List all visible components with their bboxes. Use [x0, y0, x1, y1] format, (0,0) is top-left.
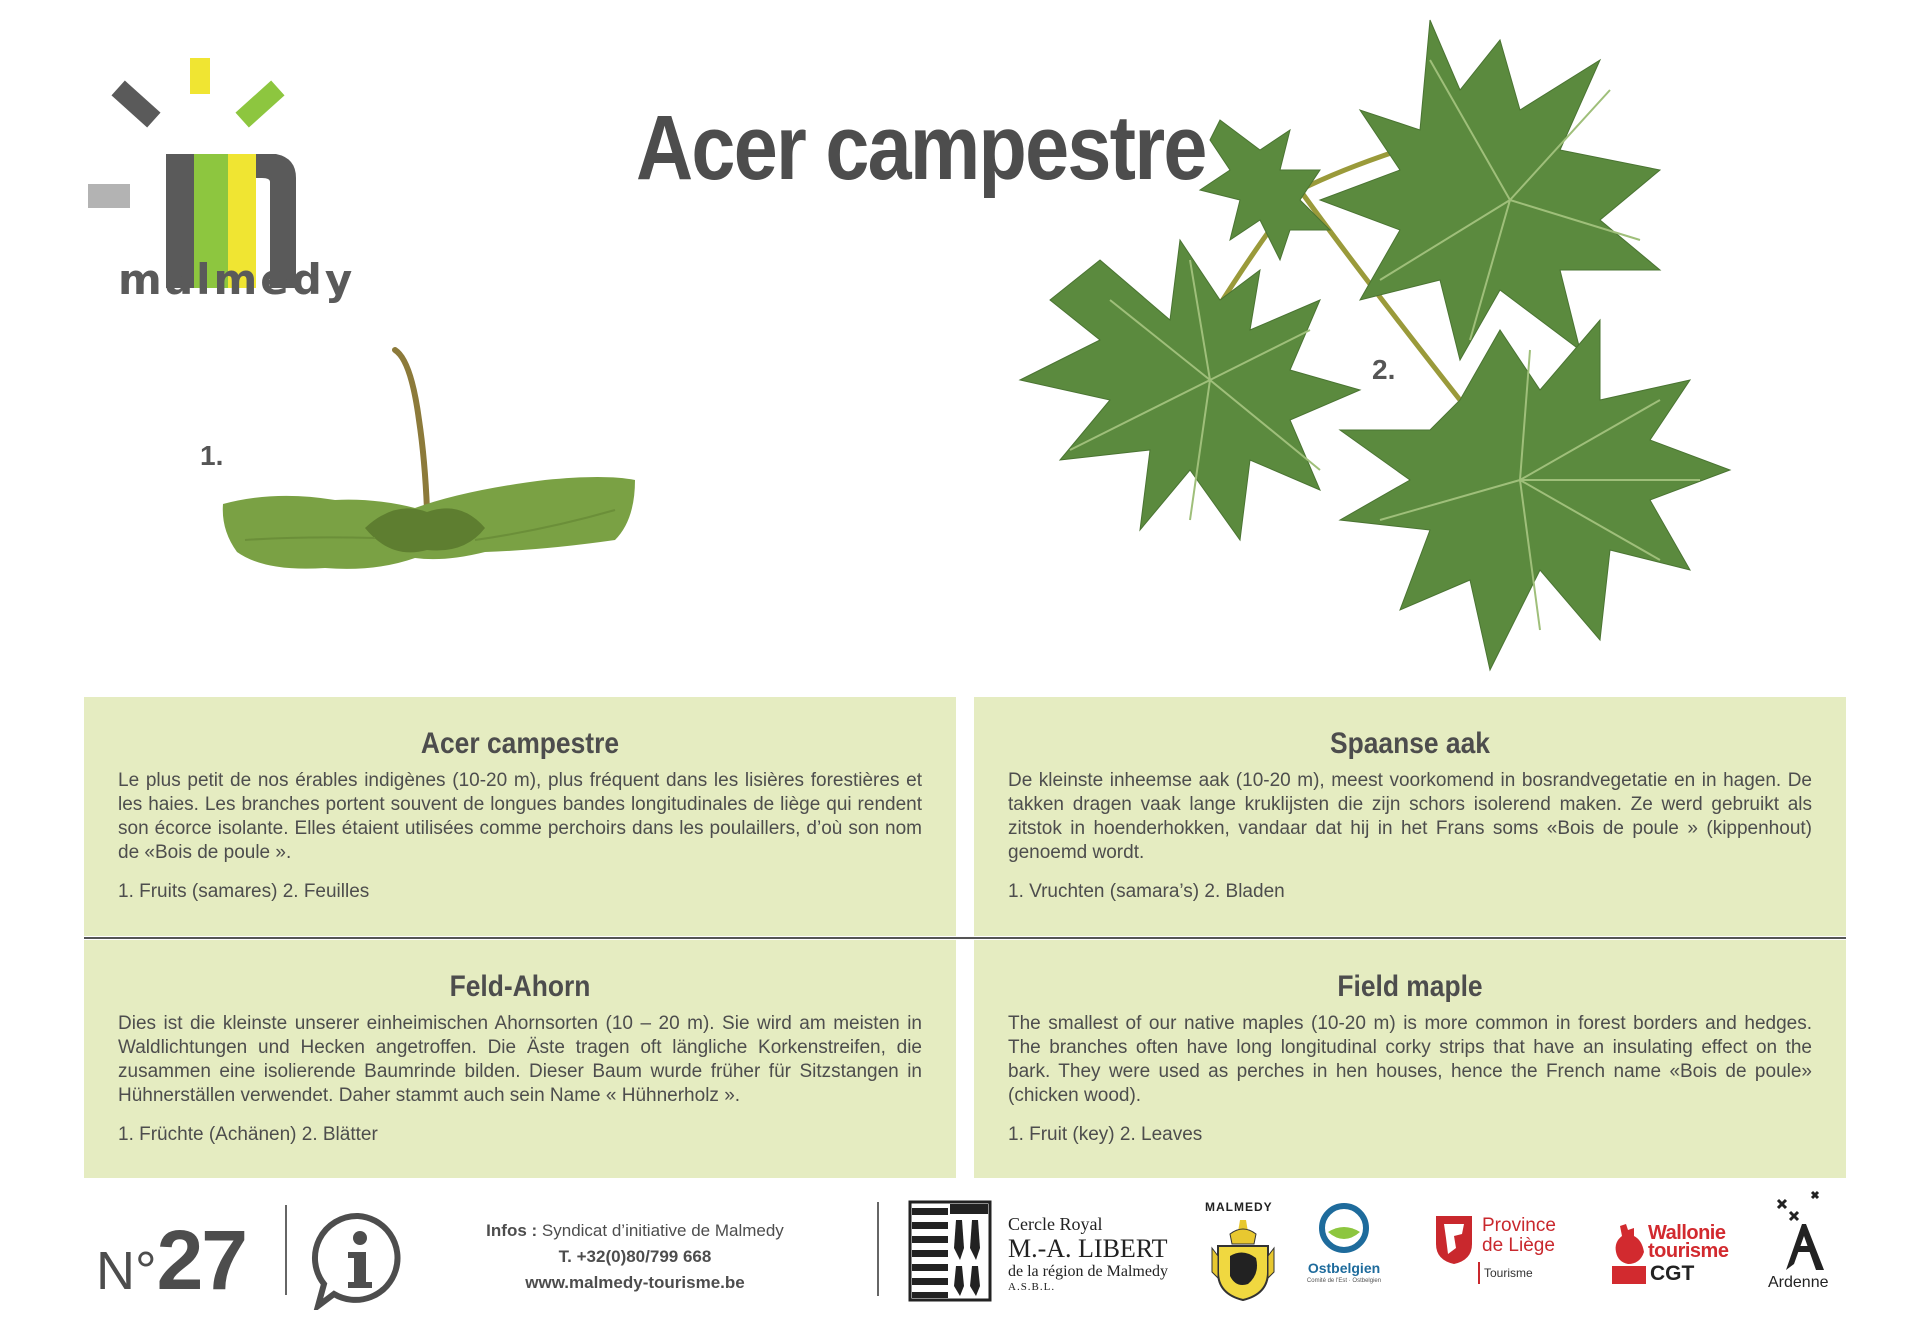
ostbelgien-label: Ostbelgien	[1307, 1260, 1381, 1276]
footer-divider	[285, 1205, 287, 1295]
panel-dutch	[974, 697, 1846, 936]
panel-legend: 1. Fruit (key) 2. Leaves	[1008, 1124, 1203, 1145]
ardenne-label: Ardenne	[1768, 1274, 1829, 1291]
panel-legend: 1. Vruchten (samara’s) 2. Bladen	[1008, 881, 1285, 902]
malmedy-wordmark: malmedy	[118, 255, 356, 304]
panel-heading: Acer campestre	[420, 727, 620, 760]
panel-legend: 1. Früchte (Achänen) 2. Blätter	[118, 1124, 378, 1145]
panel-english	[974, 940, 1846, 1178]
figure-label-2: 2.	[1372, 354, 1396, 385]
panel-heading: Feld-Ahorn	[449, 970, 591, 1003]
province-liege-icon	[1434, 1214, 1474, 1266]
website-link[interactable]: www.malmedy-tourisme.be	[525, 1273, 745, 1292]
maple-leaves-image	[960, 0, 1760, 690]
panel-french	[84, 697, 956, 936]
panel-german	[84, 940, 956, 1178]
samara-fruit-image	[215, 340, 645, 580]
cgt-label: CGT	[1650, 1262, 1695, 1285]
footer-divider	[877, 1202, 879, 1296]
malmedy-crest-label: MALMEDY	[1205, 1200, 1273, 1214]
panel-body: De kleinste inheemse aak (10-20 m), meest voorkomend in bosrandvegetatie en in hagen. De takken dragen vaak lange kruklijsten die zijn schors isolerend maken. Ze werd gebruikt als zitstok in hoenderhokken, vandaar dat hij in het Frans soms «Bois de poule » (kippenhout) genoemd wordt.	[1008, 770, 1812, 863]
libert-logo-text: Cercle Royal M.-A. LIBERT de la région de Malmedy A.S.B.L.	[1008, 1214, 1168, 1293]
panel-divider	[84, 937, 1846, 939]
malmedy-crest-logo	[1210, 1218, 1276, 1302]
libert-shield-logo	[908, 1200, 992, 1304]
province-sublabel: Tourisme	[1484, 1266, 1533, 1280]
wallonie-rooster-icon	[1612, 1222, 1646, 1266]
province-divider	[1478, 1262, 1480, 1284]
figure-label-1: 1.	[200, 440, 224, 471]
panel-body: Le plus petit de nos érables indigènes (10-20 m), plus fréquent dans les lisières forestières et les haies. Les branches portent souvent de longues bandes longitudinales de liège qui rendent son écorce isolante. Elles étaient utilisées comme perchoirs dans les poulaillers, d’où son nom de «Bois de poule ».	[118, 770, 922, 863]
sign-number: N°27	[96, 1213, 247, 1307]
panel-legend: 1. Fruits (samares) 2. Feuilles	[118, 881, 370, 902]
panel-heading: Field maple	[1337, 970, 1483, 1003]
page-title: Acer campestre	[636, 97, 1206, 199]
ardenne-logo	[1772, 1190, 1832, 1274]
ostbelgien-sublabel: Comité de l'Est · Ostbelgien	[1306, 1278, 1382, 1284]
cgt-badge	[1612, 1266, 1646, 1284]
panel-body: Dies ist die kleinste unserer einheimischen Ahornsorten (10 – 20 m). Sie wird am meisten in Waldlichtungen und Hecken angetroffen. Die Äste tragen oft längliche Korkenstreifen, die zusammen eine isolierende Baumrinde bilden. Dieser Baum wurde früher für Sitzstangen in Hühnerställen verwendet. Daher stammt auch sein Name « Hühnerholz ».	[118, 1013, 922, 1106]
contact-info: Infos : Syndicat d’initiative de Malmedy T. +32(0)80/799 668 www.malmedy-tourisme.be	[420, 1218, 850, 1296]
info-icon	[308, 1210, 408, 1310]
panel-body: The smallest of our native maples (10-20 m) is more common in forest borders and hedges. The branches often have long longitudinal corky strips that have an insulating effect on the bark. They were used as perches in hen houses, hence the French name «Bois de poule» (chicken wood).	[1008, 1013, 1812, 1106]
wallonie-tourisme-label: Wallonie tourisme	[1648, 1222, 1729, 1262]
panel-heading: Spaanse aak	[1330, 727, 1490, 760]
province-liege-label: Province de Liège	[1482, 1215, 1556, 1256]
